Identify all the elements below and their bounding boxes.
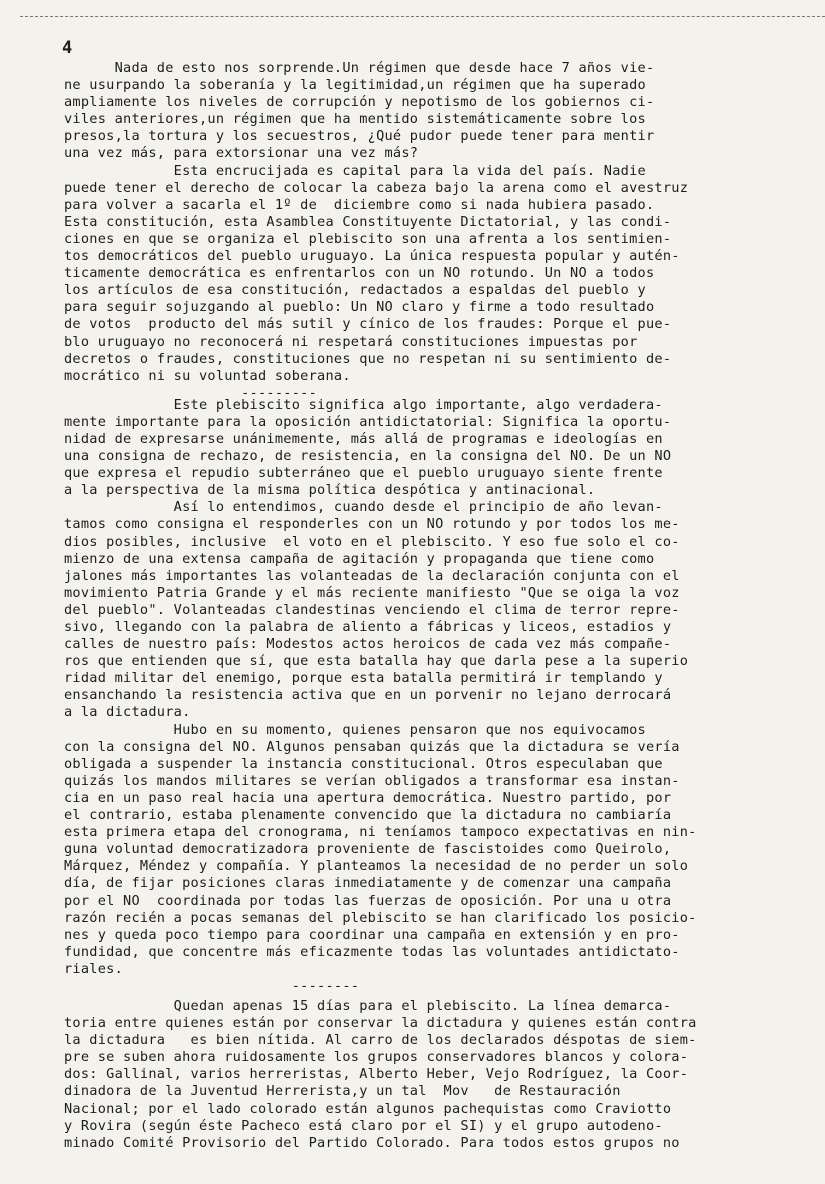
text-line: ensanchando la resistencia activa que en un porvenir no lejano derrocará [64, 687, 672, 704]
text-line: mocrático ni su voluntad soberana. [64, 367, 351, 384]
top-dashed-rule [20, 16, 825, 17]
text-line: blo uruguayo no reconocerá ni respetará constituciones impuestas por [64, 333, 638, 350]
text-line: la dictadura es bien nítida. Al carro de los declarados déspotas de siem- [64, 1032, 697, 1049]
text-line: Esta encrucijada es capital para la vida del país. Nadie [64, 162, 646, 179]
text-line: quizás los mandos militares se verían obligados a transformar esa instan- [64, 772, 680, 789]
text-line: ne usurpando la soberanía y la legitimidad,un régimen que ha superado [64, 77, 646, 94]
text-line: tos democráticos del pueblo uruguayo. La única respuesta popular y autén- [64, 248, 680, 265]
text-line: tamos como consigna el responderles con un NO rotundo y por todos los me- [64, 516, 680, 533]
text-line: riales. [64, 960, 124, 977]
text-line: Nada de esto nos sorprende.Un régimen que desde hace 7 años vie- [64, 60, 655, 76]
text-line: el contrario, estaba plenamente convencido que la dictadura no cambiaría [64, 807, 672, 824]
text-line: movimiento Patria Grande y el más reciente manifiesto "Que se oiga la voz [64, 584, 680, 601]
text-line: pre se suben ahora ruidosamente los grupos conservadores blancos y colora- [64, 1049, 689, 1066]
text-line: sivo, llegando con la palabra de aliento a fábricas y liceos, estadios y [64, 619, 672, 635]
text-line: puede tener el derecho de colocar la cabeza bajo la arena como el avestruz [64, 179, 689, 196]
text-line: Márquez, Méndez y compañía. Y planteamos la necesidad de no perder un solo [64, 858, 689, 875]
text-line: del pueblo". Volanteadas clandestinas venciendo el clima de terror repre- [64, 601, 680, 618]
text-line: Quedan apenas 15 días para el plebiscito. La línea demarca- [64, 997, 672, 1014]
text-line: una consigna de rechazo, de resistencia, en la consigna del NO. De un NO [64, 448, 672, 465]
text-line: presos,la tortura y los secuestros, ¿Qué pudor puede tener para mentir [64, 128, 655, 145]
text-line: ampliamente los niveles de corrupción y nepotismo de los gobiernos ci- [64, 94, 655, 111]
text-line: calles de nuestro país: Modestos actos heroicos de cada vez más compañe- [64, 636, 672, 653]
text-line: mente importante para la oposición antidictatorial: Significa la oportu- [64, 413, 672, 430]
text-line: mienzo de una extensa campaña de agitación y propaganda que tiene como [64, 550, 655, 567]
text-line: razón recién a pocas semanas del plebiscito se han clarificado los posicio- [64, 909, 697, 926]
text-line: decretos o fraudes, constituciones que no respetan ni su sentimiento de- [64, 350, 672, 367]
text-line: cia en un paso real hacia una apertura democrática. Nuestro partido, por [64, 789, 672, 806]
text-line: obligada a suspender la instancia constitucional. Otros especulaban que [64, 755, 663, 772]
text-line: una vez más, para extorsionar una vez más? [64, 145, 419, 162]
text-line: que expresa el repudio subterráneo que el pueblo uruguayo siente frente [64, 465, 663, 482]
text-line: y Rovira (según éste Pacheco está claro por el SI) y el grupo autodeno- [64, 1117, 663, 1134]
text-line: por el NO coordinada por todas las fuerzas de oposición. Por una u otra [64, 892, 672, 909]
text-line: Así lo entendimos, cuando desde el principio de año levan- [64, 499, 663, 516]
text-line: esta primera etapa del cronograma, ni teníamos tampoco expectativas en nin- [64, 824, 697, 841]
text-line: para volver a sacarla el 1º de diciembre como si nada hubiera pasado. [64, 196, 655, 213]
text-line: dinadora de la Juventud Herrerista,y un tal Mov de Restauración [64, 1083, 621, 1100]
text-line: fundidad, que concentre más eficazmente todas las voluntades antidictato- [64, 943, 680, 960]
text-line: ticamente democrática es enfrentarlos con un NO rotundo. Un NO a todos [64, 265, 655, 282]
text-line: dios posibles, inclusive el voto en el plebiscito. Y eso fue solo el co- [64, 533, 680, 550]
section-separator: -------- [64, 977, 360, 994]
text-line: nidad de expresarse unánimemente, más allá de programas e ideologías en [64, 430, 663, 447]
text-line: nes y queda poco tiempo para coordinar una campaña en extensión y en pro- [64, 926, 680, 943]
text-line: a la perspectiva de la misma política despótica y antinacional. [64, 482, 596, 499]
text-line: Nacional; por el lado colorado están algunos pachequistas como Craviotto [64, 1100, 672, 1117]
text-line: día, de fijar posiciones claras inmediatamente y de comenzar una campaña [64, 875, 672, 892]
text-line: con la consigna del NO. Algunos pensaban quizás que la dictadura se vería [64, 738, 680, 755]
text-line: jalones más importantes las volanteadas de la declaración conjunta con el [64, 567, 680, 584]
text-line: a la dictadura. [64, 704, 191, 721]
document-body [64, 60, 804, 1152]
text-line: ros que entienden que sí, que esta batalla hay que darla pese a la superio [64, 653, 689, 670]
text-line: toria entre quienes están por conservar la dictadura y quienes están contra [64, 1015, 697, 1032]
text-line: viles anteriores,un régimen que ha mentido sistemáticamente sobre los [64, 111, 646, 128]
section-separator: --------- [64, 384, 318, 401]
text-line: minado Comité Provisorio del Partido Colorado. Para todos estos grupos no [64, 1134, 680, 1151]
text-line: Esta constitución, esta Asamblea Constituyente Dictatorial, y las condi- [64, 213, 672, 230]
page-number: 4 [62, 38, 73, 58]
text-line: de votos producto del más sutil y cínico de los fraudes: Porque el pue- [64, 316, 672, 333]
text-line: dos: Gallinal, varios herreristas, Alberto Heber, Vejo Rodríguez, la Coor- [64, 1066, 689, 1083]
text-line: Hubo en su momento, quienes pensaron que nos equivocamos [64, 721, 646, 738]
text-line: guna voluntad democratizadora proveniente de fascistoides como Queirolo, [64, 841, 672, 858]
text-line: ridad militar del enemigo, porque esta batalla permitirá ir templando y [64, 670, 663, 687]
text-line: para seguir sojuzgando al pueblo: Un NO claro y firme a todo resultado [64, 299, 655, 316]
text-line: los artículos de esa constitución, redactados a espaldas del pueblo y [64, 282, 646, 299]
text-line: ciones en que se organiza el plebiscito son una afrenta a los sentimien- [64, 230, 672, 247]
text-line: Este plebiscito significa algo importante, algo verdadera- [64, 396, 663, 413]
